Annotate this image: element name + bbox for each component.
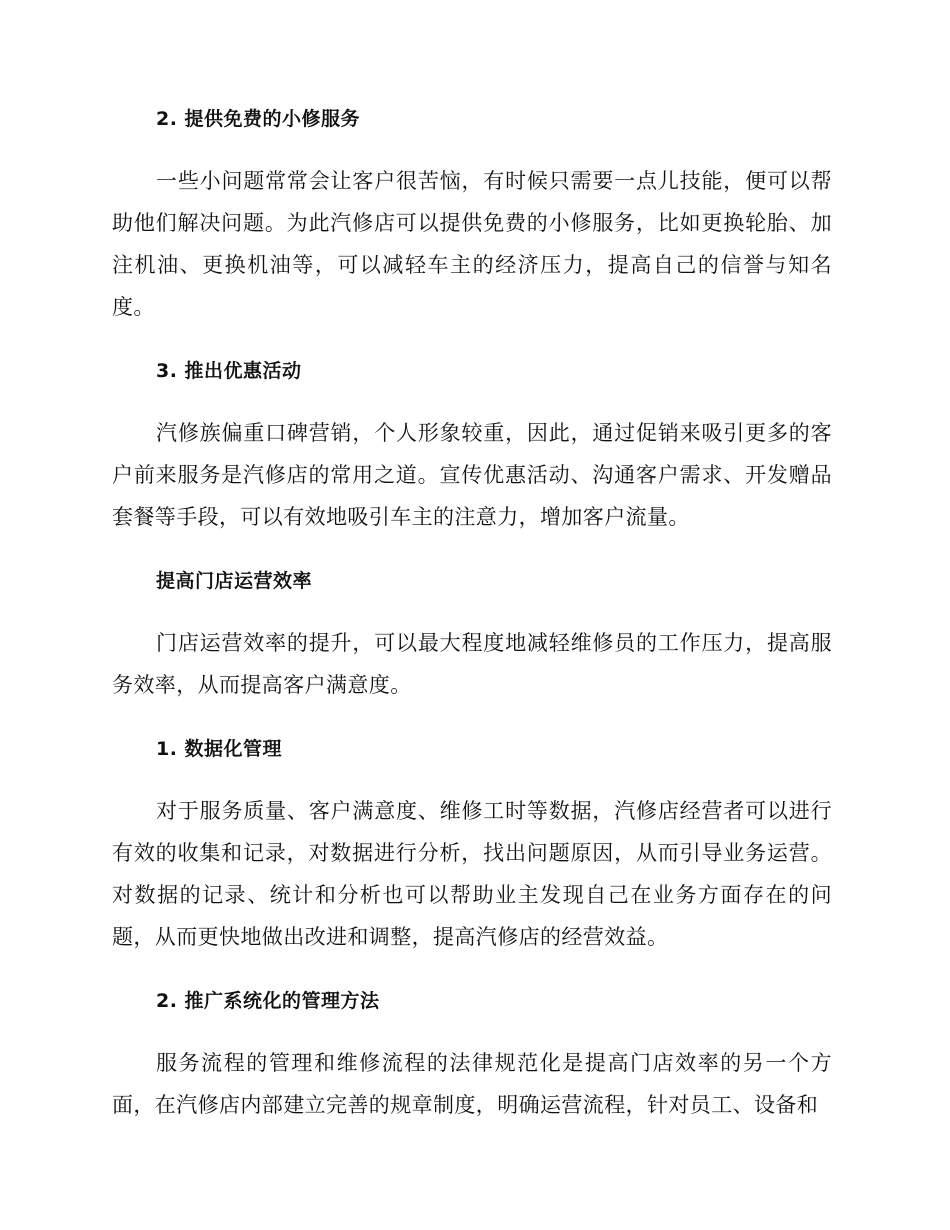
section-paragraph: 对于服务质量、客户满意度、维修工时等数据，汽修店经营者可以进行有效的收集和记录，对数据进行分析，找出问题原因，从而引导业务运营。对数据的记录、统计和分析也可以帮助业主发现自己在业务方面存在的问题，从而更快地做出改进和调整，提高汽修店的经营效益。 xyxy=(112,799,832,949)
section-paragraph: 一些小问题常常会让客户很苦恼，有时候只需要一点儿技能，便可以帮助他们解决问题。为此汽修店可以提供免费的小修服务，比如更换轮胎、加注机油、更换机油等，可以减轻车主的经济压力，提高自己的信誉与知名度。 xyxy=(112,169,832,319)
section-paragraph: 汽修族偏重口碑营销，个人形象较重，因此，通过促销来吸引更多的客户前来服务是汽修店的常用之道。宣传优惠活动、沟通客户需求、开发赠品套餐等手段，可以有效地吸引车主的注意力，增加客户流量。 xyxy=(112,421,832,529)
section-heading: 1. 数据化管理 xyxy=(156,738,283,760)
section-paragraph: 服务流程的管理和维修流程的法律规范化是提高门店效率的另一个方面，在汽修店内部建立完善的规章制度，明确运营流程，针对员工、设备和 xyxy=(112,1051,832,1117)
section-heading: 提高门店运营效率 xyxy=(156,570,313,592)
document-page xyxy=(112,106,832,1126)
section-heading: 3. 推出优惠活动 xyxy=(156,360,302,382)
section-heading: 2. 提供免费的小修服务 xyxy=(156,108,361,130)
section-heading: 2. 推广系统化的管理方法 xyxy=(156,990,380,1012)
section-paragraph: 门店运营效率的提升，可以最大程度地减轻维修员的工作压力，提高服务效率，从而提高客户满意度。 xyxy=(112,631,832,697)
